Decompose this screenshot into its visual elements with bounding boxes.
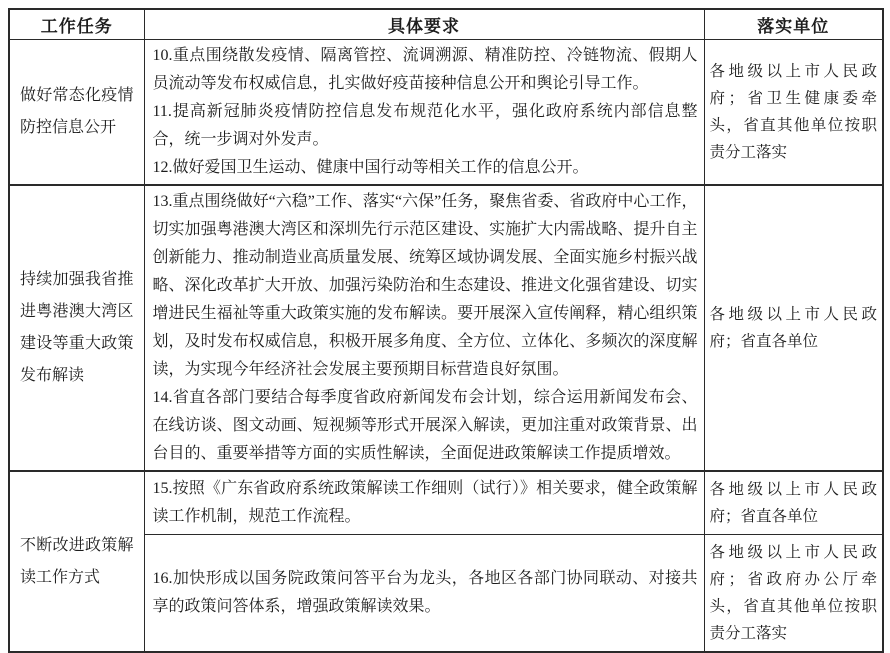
header-cell-requirements: 具体要求: [144, 9, 704, 40]
requirement-item-12: 12.做好爱国卫生运动、健康中国行动等相关工作的信息公开。: [152, 159, 589, 176]
task-cell-major-policy: 持续加强我省推进粤港澳大湾区建设等重大政策发布解读: [9, 185, 144, 471]
task-cell-epidemic-info: 做好常态化疫情防控信息公开: [9, 40, 144, 186]
table-header-row: [9, 9, 883, 40]
requirements-cell-items-10-12: [144, 40, 704, 186]
requirements-cell-item-15: [144, 471, 704, 535]
table-row-epidemic-info: [9, 40, 883, 186]
requirements-cell-item-16: [144, 535, 704, 653]
table-row-policy-interpretation-15: [9, 471, 883, 535]
requirement-item-11: 11.提高新冠肺炎疫情防控信息发布规范化水平，强化政府系统内部信息整合，统一步调对外发声。: [152, 103, 698, 148]
table-row-major-policy: [9, 185, 883, 471]
unit-cell-item-16: 各地级以上市人民政府；省政府办公厅牵头，省直其他单位按职责分工落实: [704, 535, 883, 653]
header-cell-task: 工作任务: [9, 9, 144, 40]
requirements-cell-items-13-14: [144, 185, 704, 471]
unit-cell-major-policy: 各地级以上市人民政府；省直各单位: [704, 185, 883, 471]
requirement-item-16: 16.加快形成以国务院政策问答平台为龙头，各地区各部门协同联动、对接共享的政策问答体系，增强政策解读效果。: [152, 570, 698, 615]
requirement-item-15: 15.按照《广东省政府系统政策解读工作细则（试行）》相关要求，健全政策解读工作机制，规范工作流程。: [152, 480, 698, 525]
policy-task-table: [8, 8, 884, 653]
requirement-item-10: 10.重点围绕散发疫情、隔离管控、流调溯源、精准防控、冷链物流、假期人员流动等发布权威信息，扎实做好疫苗接种信息公开和舆论引导工作。: [152, 47, 698, 92]
header-cell-unit: 落实单位: [704, 9, 883, 40]
requirement-item-13: 13.重点围绕做好“六稳”工作、落实“六保”任务，聚焦省委、省政府中心工作，切实加强粤港澳大湾区和深圳先行示范区建设、实施扩大内需战略、提升自主创新能力、推动制造业高质量发展、统筹区域协调发展、全面实施乡村振兴战略、深化改革扩大开放、加强污染防治和生态建设、推进文化强省建设、切实增进民生福祉等重大政策实施的发布解读。要开展深入宣传阐释，精心组织策划，及时发布权威信息，积极开展多角度、全方位、立体化、多频次的深度解读，为实现今年经济社会发展主要预期目标营造良好氛围。: [152, 193, 698, 378]
requirement-item-14: 14.省直各部门要结合每季度省政府新闻发布会计划，综合运用新闻发布会、在线访谈、图文动画、短视频等形式开展深入解读，更加注重对政策背景、出台目的、重要举措等方面的实质性解读，全面促进政策解读工作提质增效。: [152, 389, 698, 462]
unit-cell-epidemic-info: 各地级以上市人民政府；省卫生健康委牵头，省直其他单位按职责分工落实: [704, 40, 883, 186]
task-cell-policy-interpretation: 不断改进政策解读工作方式: [9, 471, 144, 652]
unit-cell-item-15: 各地级以上市人民政府；省直各单位: [704, 471, 883, 535]
